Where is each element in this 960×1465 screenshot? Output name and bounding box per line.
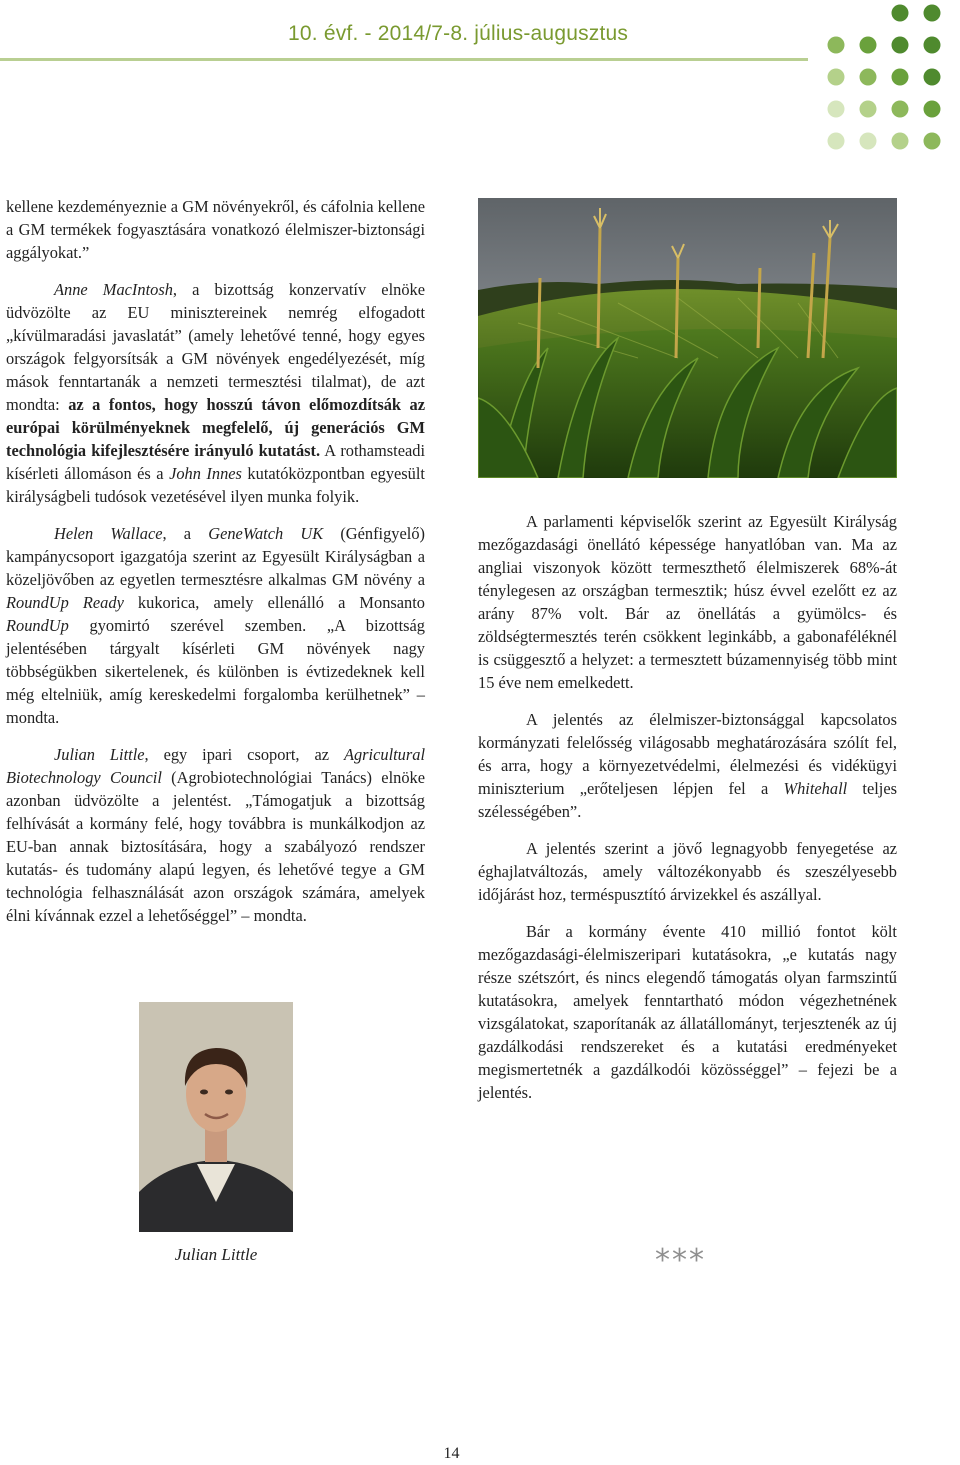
header-rule [0, 58, 808, 61]
organization-name: GeneWatch UK [208, 524, 324, 543]
place-name: Whitehall [783, 779, 848, 798]
cornfield-photo [478, 198, 897, 478]
right-column [478, 510, 897, 1104]
person-name: Julian Little [54, 745, 145, 764]
portrait-photo [139, 1002, 293, 1232]
paragraph-wallace: Helen Wallace, a GeneWatch UK (Génfigyelő) kampánycsoport igazgatója szerint az Egyesült Királyságban a közeljövőben az egyetlen termesztésre alkalmas GM növény a RoundUp Ready kukorica, amely ellenálló a Monsanto RoundUp gyomirtó szerével szemben. „A bizottság jelentésében tárgyalt kísérleti GM növények nagy többségükben sikertelenek, és különben is évtizedeknek kell még eltelniük, amíg kereskedelmi forgalomba kerülhetnek” – mondta. [6, 524, 425, 727]
person-name: Anne MacIntosh [54, 280, 173, 299]
paragraph-research-funding: Bár a kormány évente 410 millió fontot költ mezőgazdasági-élelmiszeripari kutatásokra, „e kutatás nagy része szétszórt, és nincs elegendő támogatás olyan farmszintű kutatásokra, amelyek fenntartható módon végezhetnének vizsgálatokat, szaporítanák az állatállományt, terjesztenék az új gazdálkodási rendszereket és a kutatási eredményeket megismertetnék a gazdálkodói közösséggel” – fejezi be a jelentés. [478, 922, 897, 1102]
organization-name: Agricultural Biotechnology Council [6, 745, 425, 787]
paragraph-climate-threat: A jelentés szerint a jövő legnagyobb fenyegetése az éghajlatváltozás, amely változékonyabb és szeszélyesebb időjárást hoz, terméspusztító árvizekkel és aszállyal. [478, 839, 897, 904]
left-column [6, 195, 425, 927]
paragraph-little: Julian Little, egy ipari csoport, az Agricultural Biotechnology Council (Agrobiotechnológiai Tanács) elnöke azonban üdvözölte a jelentést. „Támogatjuk a bizottság felhívását a kormány felé, hogy továbbra is munkálkodjon az EU-ban annak biztosítására, hogy a szabályozó rendszer kutatás- és tudomány alapú legyen, és lehetővé tegye a GM technológia felhasználását azon országok számára, amelyek élni kívánnak ezzel a lehetőséggel” – mondta. [6, 745, 425, 925]
institute-name: John Innes [169, 464, 242, 483]
product-name: RoundUp Ready [6, 593, 124, 612]
paragraph-food-security: A jelentés az élelmiszer-biztonsággal kapcsolatos kormányzati felelősség világosabb meghatározására szólít fel, és arra, hogy a környezetvédelmi, élelmezési és vidékügyi miniszterium „erőteljesen lépjen fel a Whitehall teljes szélességében”. [478, 710, 897, 821]
paragraph-self-sufficiency: A parlamenti képviselők szerint az Egyesült Királyság mezőgazdasági önellátó képessége hanyatlóban van. Ma az angliai viszonyok között termeszthető élelmiszerek 68%-át ténylegesen az országban termesztik; húsz évvel ezelőtt ez az arány 87% volt. Bár az önellátás a gyümölcs- és zöldségtermesztés terén csökkent leginkább, a gabonaféléknél is csüggesztő a helyzet: a termesztett búzamennyiség több mint 15 éve nem emelkedett. [478, 512, 897, 692]
portrait-caption: Julian Little [174, 1245, 258, 1264]
person-name: Helen Wallace [54, 524, 163, 543]
paragraph-macintosh: Anne MacIntosh, a bizottság konzervatív elnöke üdvözölte az EU minisztereinek nemrég elfogadott „kívülmaradási javaslatát” (amely lehetővé tenné, hogy egyes országok felgyorsítsák a GM növények engedélyezését, míg mások fenntartanák a nemzeti termesztési tilalmat), de azt mondta: az a fontos, hogy hosszú távon előmozdítsák az európai körülményeknek megfelelő, új generációs GM technológia kifejlesztésére irányuló kutatást. A rothamsteadi kísérleti állomáson és a John Innes kutatóközpontban egyesült királyságbeli tudósok vezetésével ilyen munka folyik. [6, 280, 426, 506]
page-number: 14 [443, 1445, 460, 1462]
paragraph-continued: kellene kezdeményeznie a GM növényekről, és cáfolnia kellene a GM termékek fogyasztására vonatkozó élelmiszer-biztonsági aggályokat.” [6, 197, 425, 262]
issue-label: 10. évf. - 2014/7-8. július-augusztus [288, 22, 629, 45]
section-separator: *** [655, 1243, 706, 1278]
page-header [0, 0, 960, 170]
highlighted-quote: az a fontos, hogy hosszú távon előmozdítsák az európai körülményeknek megfelelő, új generációs GM technológia kifejlesztésére irányuló kutatást. [6, 395, 425, 460]
herbicide-name: RoundUp [6, 616, 69, 635]
